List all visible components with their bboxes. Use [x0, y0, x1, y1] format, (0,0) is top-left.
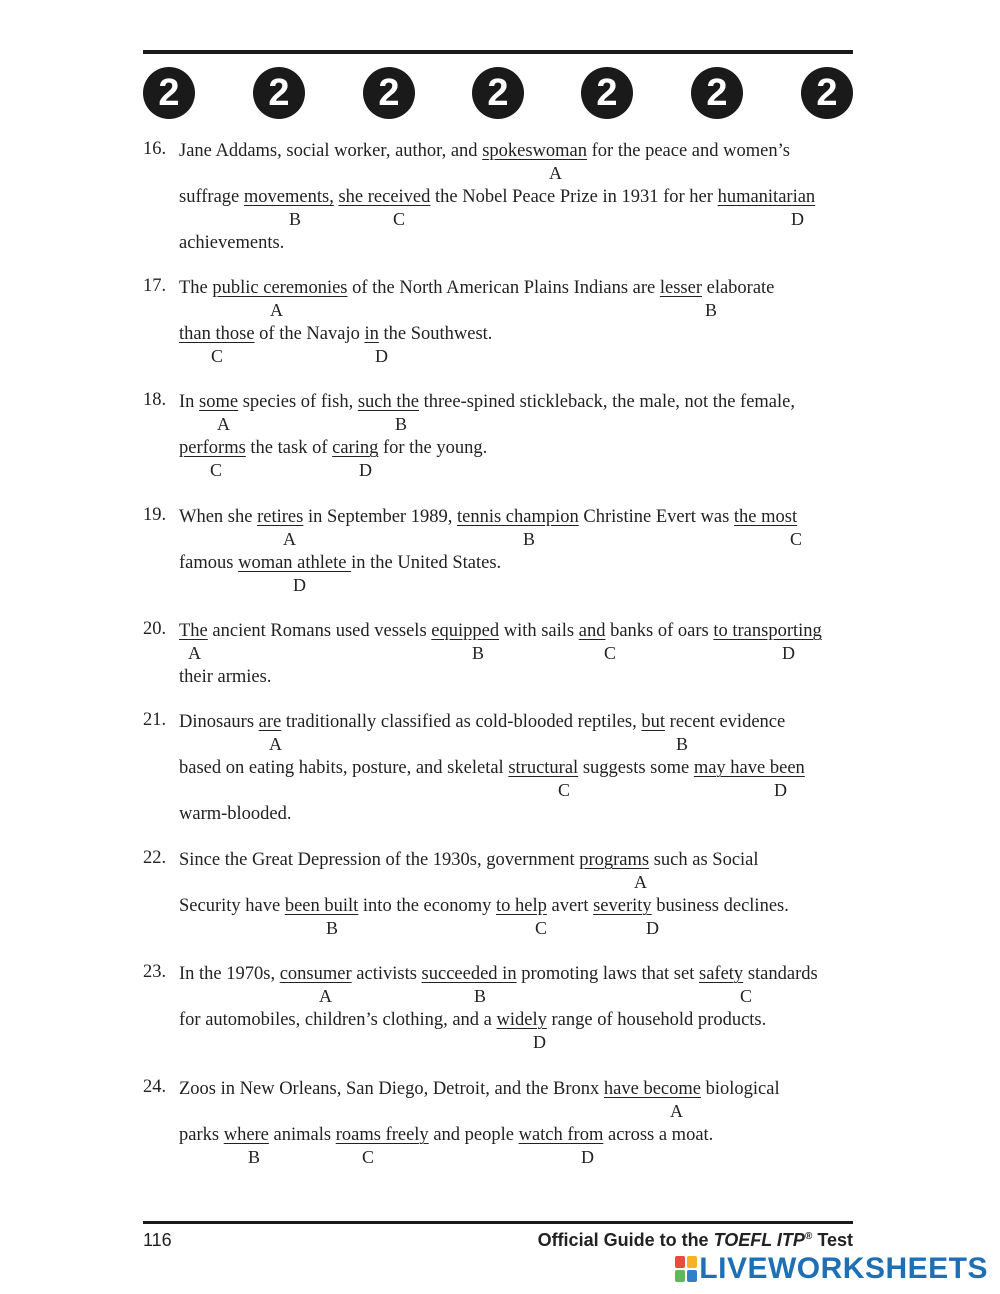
option-a-letter[interactable]: A [188, 643, 201, 663]
option-c-letter[interactable]: C [790, 529, 803, 549]
book-title: Official Guide to the TOEFL ITP® Test [537, 1230, 853, 1250]
option-d-letter[interactable]: D [533, 1032, 546, 1052]
section-number-badge: 2 [801, 67, 853, 119]
option-a-text[interactable]: retires [257, 507, 304, 527]
option-d-text[interactable]: severity [593, 896, 652, 916]
option-b-letter[interactable]: B [676, 734, 689, 754]
option-b-letter[interactable]: B [523, 529, 536, 549]
question-line: Zoos in New Orleans, San Diego, Detroit, and the Bronx have become biological [179, 1079, 780, 1099]
liveworksheets-logo[interactable] [675, 1252, 988, 1286]
option-a-letter[interactable]: A [269, 734, 282, 754]
option-d-text[interactable]: watch from [518, 1125, 604, 1145]
question-number: 20. [143, 619, 167, 639]
option-b-letter[interactable]: B [472, 643, 485, 663]
question-number: 23. [143, 962, 167, 982]
option-a-text[interactable]: spokeswoman [482, 141, 588, 161]
option-b-letter[interactable]: B [705, 300, 718, 320]
option-b-text[interactable]: movements, [243, 187, 334, 207]
question-number: 24. [143, 1077, 167, 1097]
question-line: The ancient Romans used vessels equipped with sails and banks of oars to transporting [179, 621, 822, 641]
option-c-letter[interactable]: C [393, 209, 406, 229]
question-line: In the 1970s, consumer activists succeeded in promoting laws that set safety standards [179, 964, 818, 984]
option-b-text[interactable]: lesser [659, 278, 702, 298]
question-line: In some species of fish, such the three-spined stickleback, the male, not the female, [179, 392, 795, 412]
option-c-letter[interactable]: C [740, 986, 753, 1006]
option-b-text[interactable]: succeeded in [421, 964, 517, 984]
question-line: The public ceremonies of the North American Plains Indians are lesser elaborate [179, 278, 775, 298]
question-line: performs the task of caring for the young. [179, 438, 488, 458]
option-a-text[interactable]: The [179, 621, 208, 641]
option-a-letter[interactable]: A [283, 529, 296, 549]
logo-tile [675, 1256, 685, 1268]
question-line: warm-blooded. [179, 804, 292, 824]
option-c-text[interactable]: the most [733, 507, 798, 527]
option-c-letter[interactable]: C [210, 460, 223, 480]
logo-tile [675, 1270, 685, 1282]
option-a-letter[interactable]: A [634, 872, 647, 892]
option-a-text[interactable]: some [199, 392, 239, 412]
option-b-letter[interactable]: B [395, 414, 408, 434]
option-d-letter[interactable]: D [359, 460, 372, 480]
option-d-letter[interactable]: D [375, 346, 388, 366]
option-a-letter[interactable]: A [217, 414, 230, 434]
option-a-letter[interactable]: A [319, 986, 332, 1006]
question-number: 19. [143, 505, 167, 525]
option-b-text[interactable]: tennis champion [456, 507, 579, 527]
question-line: Jane Addams, social worker, author, and spokeswoman for the peace and women’s [179, 141, 790, 161]
option-b-text[interactable]: equipped [431, 621, 500, 641]
page-number: 116 [143, 1230, 172, 1250]
option-d-text[interactable]: humanitarian [717, 187, 816, 207]
section-number-badge: 2 [253, 67, 305, 119]
section-markers [143, 67, 853, 119]
option-c-text[interactable]: safety [699, 964, 744, 984]
question-line: famous woman athlete in the United States. [179, 553, 502, 573]
option-b-letter[interactable]: B [289, 209, 302, 229]
section-number-badge: 2 [363, 67, 415, 119]
option-a-letter[interactable]: A [549, 163, 562, 183]
option-c-text[interactable]: and [578, 621, 606, 641]
option-c-letter[interactable]: C [362, 1147, 375, 1167]
option-b-letter[interactable]: B [474, 986, 487, 1006]
option-c-letter[interactable]: C [558, 780, 571, 800]
question-line: Security have been built into the economy to help avert severity business declines. [179, 896, 789, 916]
option-b-letter[interactable]: B [326, 918, 339, 938]
option-a-text[interactable]: programs [579, 850, 650, 870]
option-d-text[interactable]: to transporting [713, 621, 822, 641]
question-number: 18. [143, 390, 167, 410]
option-d-text[interactable]: woman athlete [238, 553, 352, 573]
option-d-letter[interactable]: D [774, 780, 787, 800]
logo-tile [687, 1256, 697, 1268]
top-rule [143, 50, 853, 54]
question-line: achievements. [179, 233, 285, 253]
question-line: Dinosaurs are traditionally classified as cold-blooded reptiles, but recent evidence [179, 712, 786, 732]
option-a-text[interactable]: consumer [279, 964, 352, 984]
liveworksheets-logo-icon [675, 1256, 697, 1282]
option-c-text[interactable]: roams freely [335, 1125, 429, 1145]
question-line: based on eating habits, posture, and skeletal structural suggests some may have been [179, 758, 805, 778]
section-number-badge: 2 [472, 67, 524, 119]
question-line: parks where animals roams freely and people watch from across a moat. [179, 1125, 714, 1145]
option-a-letter[interactable]: A [670, 1101, 683, 1121]
option-a-text[interactable]: are [258, 712, 282, 732]
question-number: 16. [143, 139, 167, 159]
option-c-letter[interactable]: C [604, 643, 617, 663]
option-c-letter[interactable]: C [535, 918, 548, 938]
option-c-text[interactable]: than those [179, 324, 255, 344]
option-b-letter[interactable]: B [248, 1147, 261, 1167]
option-b-text[interactable]: where [223, 1125, 269, 1145]
question-line: than those of the Navajo in the Southwest. [179, 324, 493, 344]
option-c-text[interactable]: structural [508, 758, 579, 778]
option-c-letter[interactable]: C [211, 346, 224, 366]
option-a-text[interactable]: have become [603, 1079, 701, 1099]
option-d-letter[interactable]: D [791, 209, 804, 229]
liveworksheets-logo-text: LIVEWORKSHEETS [699, 1252, 988, 1285]
question-number: 22. [143, 848, 167, 868]
question-line: When she retires in September 1989, tennis champion Christine Evert was the most [179, 507, 798, 527]
option-d-text[interactable]: in [364, 324, 379, 344]
option-d-letter[interactable]: D [293, 575, 306, 595]
logo-tile [687, 1270, 697, 1282]
question-number: 21. [143, 710, 167, 730]
section-number-badge: 2 [143, 67, 195, 119]
bottom-rule [143, 1221, 853, 1224]
option-d-text[interactable]: widely [496, 1010, 547, 1030]
option-b-text[interactable]: such the [357, 392, 419, 412]
option-d-letter[interactable]: D [782, 643, 795, 663]
option-d-text[interactable]: caring [332, 438, 379, 458]
option-d-letter[interactable]: D [581, 1147, 594, 1167]
question-line: Since the Great Depression of the 1930s, government programs such as Social [179, 850, 759, 870]
question-line: their armies. [179, 667, 272, 687]
question-number: 17. [143, 276, 167, 296]
section-number-badge: 2 [691, 67, 743, 119]
option-c-text[interactable]: she received [338, 187, 431, 207]
option-a-letter[interactable]: A [270, 300, 283, 320]
option-a-text[interactable]: public ceremonies [212, 278, 348, 298]
option-d-letter[interactable]: D [646, 918, 659, 938]
option-c-text[interactable]: performs [179, 438, 246, 458]
question-line: suffrage movements, she received the Nobel Peace Prize in 1931 for her humanitarian [179, 187, 816, 207]
option-b-text[interactable]: been built [284, 896, 359, 916]
option-b-text[interactable]: but [641, 712, 666, 732]
section-number-badge: 2 [581, 67, 633, 119]
option-c-text[interactable]: to help [496, 896, 547, 916]
option-d-text[interactable]: may have been [693, 758, 805, 778]
question-line: for automobiles, children’s clothing, and a widely range of household products. [179, 1010, 767, 1030]
